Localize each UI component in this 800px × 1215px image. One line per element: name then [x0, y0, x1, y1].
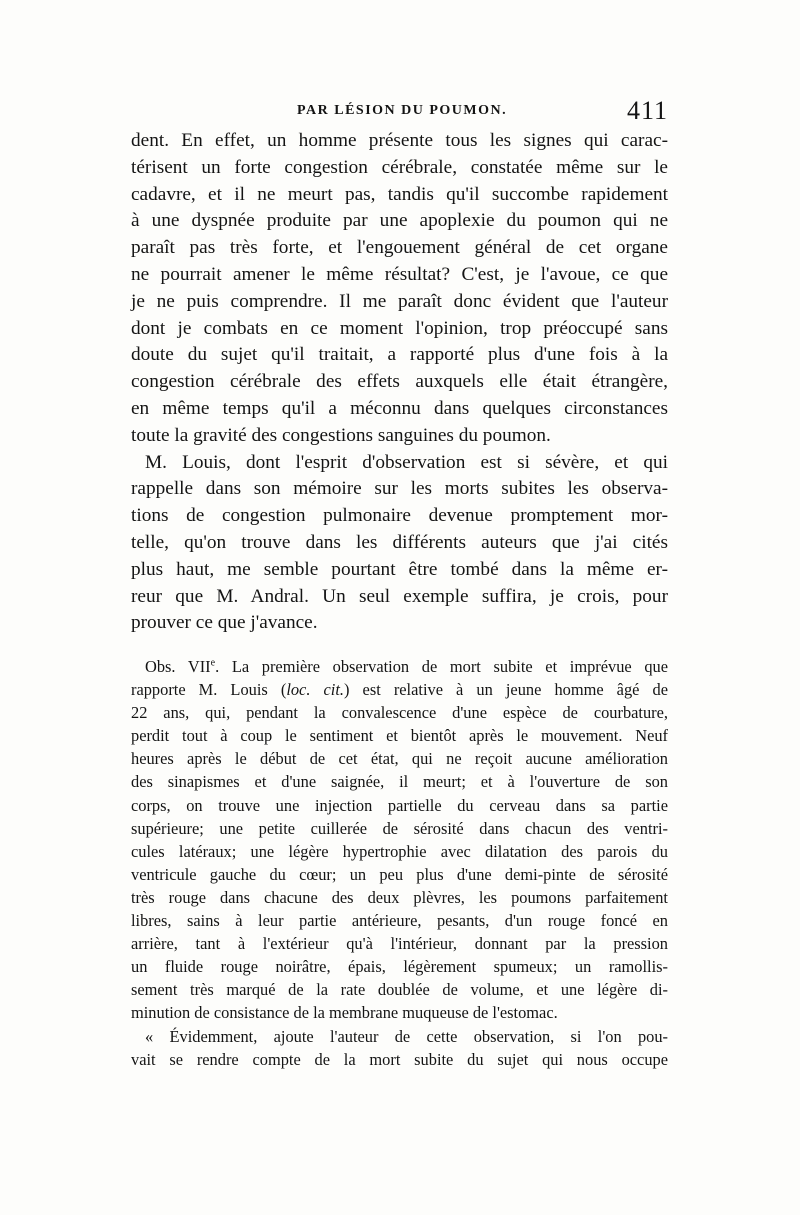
text-line: cadavre, et il ne meurt pas, tandis qu'il succombe rapidement [131, 183, 668, 205]
text-line: vait se rendre compte de la mort subite du sujet qui nous occupe [131, 1049, 668, 1069]
text-line: minution de consistance de la membrane muqueuse de l'estomac. [131, 1003, 558, 1023]
text-line: arrière, tant à l'extérieur qu'à l'intérieur, donnant par la pression [131, 934, 668, 954]
text-line: des sinapismes et d'une saignée, il meurt; et à l'ouverture de son [131, 772, 668, 792]
text-line: corps, on trouve une injection partielle du cerveau dans sa partie [131, 795, 668, 815]
text-line: sement très marqué de la rate doublée de volume, et une légère di- [131, 980, 668, 1000]
text-line: rapporte M. Louis (loc. cit.) est relative à un jeune homme âgé de [131, 680, 668, 700]
text-line: toute la gravité des congestions sanguines du poumon. [131, 424, 551, 446]
main-text [131, 128, 668, 637]
text-line: heures après le début de cet état, qui ne reçoit aucune amélioration [131, 749, 668, 769]
text-line: je ne puis comprendre. Il me paraît donc évident que l'auteur [131, 290, 668, 312]
text-line: en même temps qu'il a méconnu dans quelques circonstances [131, 397, 668, 419]
text-line: dont je combats en ce moment l'opinion, trop préoccupé sans [131, 317, 668, 339]
text-line: « Évidemment, ajoute l'auteur de cette observation, si l'on pou- [145, 1026, 668, 1046]
text-line: congestion cérébrale des effets auxquels elle était étrangère, [131, 371, 668, 393]
text-line: Obs. VIIe. La première observation de mort subite et imprévue que [145, 657, 668, 676]
observation-paragraph [131, 655, 668, 1025]
text-line: prouver ce que j'avance. [131, 612, 318, 634]
text-line: paraît pas très forte, et l'engouement général de cet organe [131, 237, 668, 259]
running-title: PAR LÉSION DU POUMON. [297, 103, 508, 118]
quote-paragraph [131, 1025, 668, 1071]
text-line: telle, qu'on trouve dans les différents auteurs que j'ai cités [131, 531, 668, 553]
text-line: M. Louis, dont l'esprit d'observation est si sévère, et qui [145, 451, 668, 473]
text-line: libres, sains à leur partie antérieure, pesants, d'un rouge foncé en [131, 911, 668, 931]
text-line: supérieure; une petite cuillerée de sérosité dans chacun des ventri- [131, 818, 668, 838]
observation-block [131, 655, 668, 1071]
citation: loc. cit. [286, 680, 344, 700]
text-line: rappelle dans son mémoire sur les morts subites les observa- [131, 478, 668, 500]
page-number: 411 [626, 96, 668, 125]
text-line: 22 ans, qui, pendant la convalescence d'une espèce de courbature, [131, 703, 668, 723]
text-line: reur que M. Andral. Un seul exemple suffira, je crois, pour [131, 585, 668, 607]
text-line: tions de congestion pulmonaire devenue promptement mor- [131, 505, 668, 527]
running-header [131, 96, 668, 128]
paragraph-1 [131, 128, 668, 450]
text-line: térisent un forte congestion cérébrale, constatée même sur le [131, 156, 668, 178]
text-line: doute du sujet qu'il traitait, a rapporté plus d'une fois à la [131, 344, 668, 366]
text-line: ventricule gauche du cœur; un peu plus d'une demi-pinte de sérosité [131, 864, 668, 884]
text-line: très rouge dans chacune des deux plèvres, les poumons parfaitement [131, 887, 668, 907]
text-line: plus haut, me semble pourtant être tombé dans la même er- [131, 558, 668, 580]
text-line: ne pourrait amener le même résultat? C'est, je l'avoue, ce que [131, 263, 668, 285]
paragraph-2 [131, 450, 668, 638]
text-line: dent. En effet, un homme présente tous les signes qui carac- [131, 130, 668, 151]
text-line: un fluide rouge noirâtre, épais, légèrement spumeux; un ramollis- [131, 957, 668, 977]
text-line: perdit tout à coup le sentiment et bientôt après le mouvement. Neuf [131, 726, 668, 746]
observation-label: Obs. VIIe [145, 657, 216, 676]
text-line: cules latéraux; une légère hypertrophie avec dilatation des parois du [131, 841, 668, 861]
text-line: à une dyspnée produite par une apoplexie du poumon qui ne [131, 210, 668, 232]
